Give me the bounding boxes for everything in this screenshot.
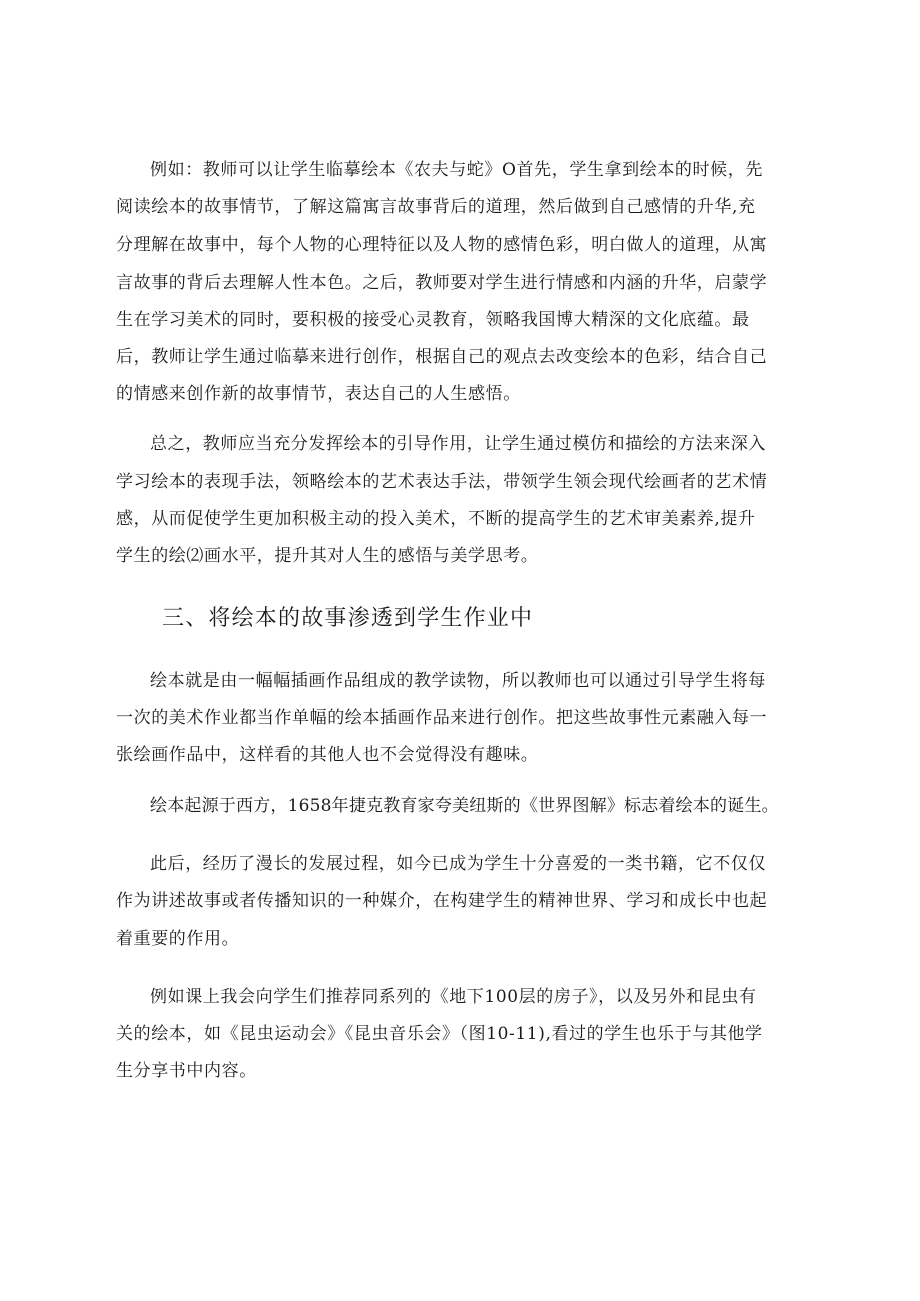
text-line: 一次的美术作业都当作单幅的绘本插画作品来进行创作。把这些故事性元素融入每一 [116, 708, 768, 728]
text-line: 后，教师让学生通过临摹来进行创作，根据自己的观点去改变绘本的色彩，结合自己 [116, 347, 768, 367]
text-line: 例如课上我会向学生们推荐同系列的《地下100层的房子》，以及另外和昆虫有 [150, 987, 757, 1007]
text-line: 关的绘本，如《昆虫运动会》《昆虫音乐会》（图10-11),看过的学生也乐于与其他学 [116, 1024, 763, 1044]
text-line: 着重要的作用。 [116, 929, 240, 949]
text-line: 生分享书中内容。 [116, 1061, 257, 1081]
text-line: 张绘画作品中，这样看的其他人也不会觉得没有趣味。 [116, 745, 539, 765]
text-line: 生在学习美术的同时，要积极的接受心灵教育，领略我国博大精深的文化底蕴。最 [116, 310, 750, 330]
text-line: 绘本就是由一幅幅插画作品组成的教学读物，所以教师也可以通过引导学生将每 [150, 671, 766, 691]
text-line: 绘本起源于西方，1658年捷克教育家夸美纽斯的《世界图解》标志着绘本的诞生。 [150, 796, 779, 816]
text-line: 阅读绘本的故事情节，了解这篇寓言故事背后的道理，然后做到自己感情的升华,充 [116, 197, 756, 217]
text-line: 感，从而促使学生更加积极主动的投入美术，不断的提高学生的艺术审美素养,提升 [116, 509, 756, 529]
text-line: 此后，经历了漫长的发展过程，如今已成为学生十分喜爱的一类书籍，它不仅仅 [150, 854, 766, 874]
text-line: 的情感来创作新的故事情节，表达自己的人生感悟。 [116, 384, 521, 404]
section-heading: 三、将绘本的故事渗透到学生作业中 [162, 606, 534, 631]
text-line: 学生的绘⑵画水平，提升其对人生的感悟与美学思考。 [116, 546, 539, 566]
text-line: 学习绘本的表现手法，领略绘本的艺术表达手法，带领学生领会现代绘画者的艺术情 [116, 472, 768, 492]
text-line: 总之，教师应当充分发挥绘本的引导作用，让学生通过模仿和描绘的方法来深入 [150, 434, 766, 454]
text-line: 言故事的背后去理解人性本色。之后，教师要对学生进行情感和内涵的升华，启蒙学 [116, 273, 768, 293]
text-line: 例如：教师可以让学生临摹绘本《农夫与蛇》O首先，学生拿到绘本的时候，先 [150, 160, 763, 180]
text-line: 分理解在故事中，每个人物的心理特征以及人物的感情色彩，明白做人的道理，从寓 [116, 235, 768, 255]
text-line: 作为讲述故事或者传播知识的一种媒介，在构建学生的精神世界、学习和成长中也起 [116, 891, 768, 911]
